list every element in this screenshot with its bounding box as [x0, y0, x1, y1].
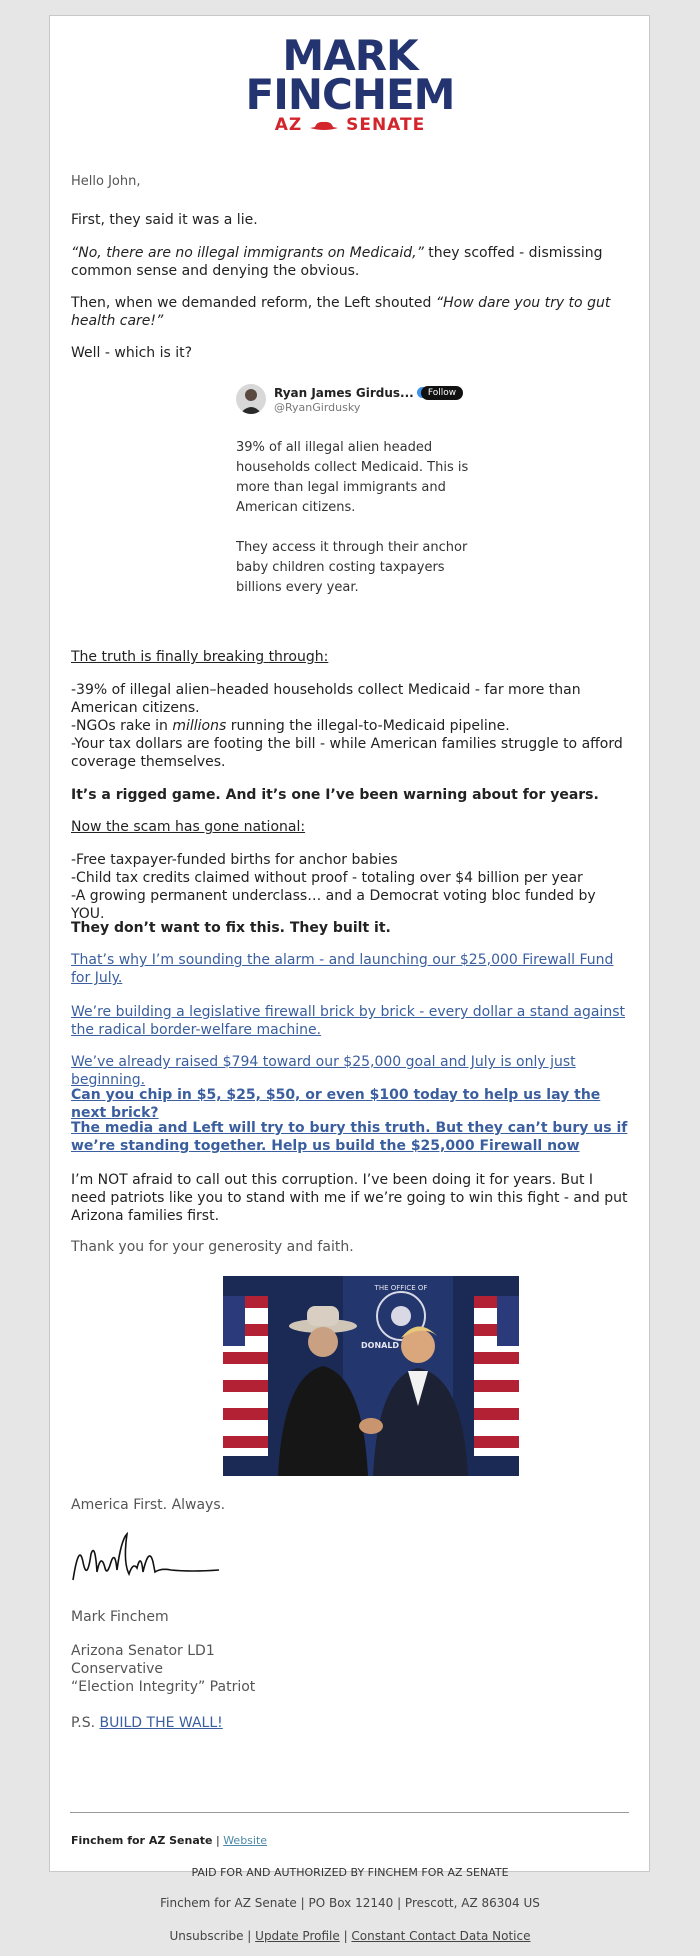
bottom-links	[0, 1929, 700, 1943]
unsubscribe-link[interactable]: Unsubscribe	[169, 1929, 244, 1943]
quote-no-illegal: “No, there are no illegal immigrants on Medicaid,”	[71, 245, 424, 261]
reform-text: Then, when we demanded reform, the Left shouted	[71, 295, 436, 311]
person-icon	[236, 384, 266, 414]
tweet-author-name	[274, 386, 428, 400]
footer-org: Finchem for AZ Senate	[71, 1834, 213, 1847]
signature-image	[71, 1532, 221, 1590]
flag-left	[223, 1296, 268, 1456]
tweet-text	[236, 438, 476, 598]
signer-name: Mark Finchem	[71, 1609, 169, 1625]
america-first: America First. Always.	[71, 1497, 226, 1513]
tweet-handle: @RyanGirdusky	[274, 401, 361, 414]
tweet-text-1: 39% of all illegal alien headed households collect Medicaid. This is more than legal immigrants and American citizens.	[236, 440, 469, 515]
paragraph-medicaid-quote	[71, 244, 631, 280]
tweet-author-text: Ryan James Girdus...	[274, 386, 414, 400]
paragraph-not-afraid: I’m NOT afraid to call out this corruption. I’ve been doing it for years. But I need patriots like you to stand with me if we’re going to win this fight - and put Arizona families first.	[71, 1172, 628, 1224]
raised-amount-link[interactable]: We’ve already raised $794 toward our $25,000 goal and July is only just beginning.	[71, 1054, 576, 1088]
title-senator: Arizona Senator LD1	[71, 1643, 215, 1659]
signer-titles	[71, 1642, 631, 1696]
backdrop-name: DONALD	[361, 1341, 400, 1350]
truth-item-1: -39% of illegal alien–headed households collect Medicaid - far more than American citizens.	[71, 682, 581, 716]
paid-for-disclaimer: PAID FOR AND AUTHORIZED BY FINCHEM FOR AZ SENATE	[191, 1866, 509, 1879]
finchem-logo	[50, 31, 650, 136]
national-list	[71, 851, 631, 923]
bottom-separator-1: |	[243, 1929, 256, 1943]
update-profile-link[interactable]: Update Profile	[255, 1929, 340, 1943]
email-card	[49, 15, 650, 1879]
built-statement: They don’t want to fix this. They built it.	[71, 920, 391, 936]
truth-item-2b: millions	[172, 718, 227, 734]
firewall-fund-link[interactable]: That’s why I’m sounding the alarm - and launching our $25,000 Firewall Fund for July.	[71, 952, 614, 986]
follow-button[interactable]: Follow	[421, 386, 463, 400]
build-the-wall-link[interactable]: BUILD THE WALL!	[99, 1715, 223, 1731]
thanks: Thank you for your generosity and faith.	[71, 1239, 354, 1255]
data-notice-link[interactable]: Constant Contact Data Notice	[351, 1929, 531, 1943]
logo-az: AZ	[274, 115, 303, 135]
rigged-statement: It’s a rigged game. And it’s one I’ve been warning about for years.	[71, 787, 599, 803]
candidate-photo	[223, 1276, 519, 1476]
postscript	[71, 1714, 631, 1732]
tweet-embed	[236, 384, 476, 624]
truth-item-2a: -NGOs rake in	[71, 718, 173, 734]
legislative-firewall-link[interactable]: We’re building a legislative firewall brick by brick - every dollar a stand against the radical border-welfare machine.	[71, 1004, 625, 1038]
cowboy-hat-icon	[309, 120, 339, 130]
chip-in-link[interactable]: Can you chip in $5, $25, $50, or even $100 today to help us lay the next brick?	[71, 1087, 601, 1121]
footer-divider	[70, 1812, 629, 1813]
logo-line-finchem: FINCHEM	[245, 70, 455, 119]
avatar	[236, 384, 266, 414]
logo-line-az-senate	[50, 114, 650, 136]
logo-senate: SENATE	[346, 115, 426, 135]
national-item-1: -Free taxpayer-funded births for anchor babies	[71, 852, 398, 868]
truth-item-2c: running the illegal-to-Medicaid pipeline.	[226, 718, 510, 734]
truth-item-3: -Your tax dollars are footing the bill - while American families struggle to afford coverage themselves.	[71, 736, 623, 770]
paragraph-reform	[71, 294, 631, 330]
bottom-separator-2: |	[339, 1929, 352, 1943]
website-link[interactable]: Website	[223, 1834, 268, 1847]
ps-label: P.S.	[71, 1715, 100, 1731]
national-item-2: -Child tax credits claimed without proof - totaling over $4 billion per year	[71, 870, 583, 886]
greeting: Hello John,	[71, 174, 141, 189]
paragraph-which: Well - which is it?	[71, 345, 193, 361]
build-firewall-link[interactable]: The media and Left will try to bury this truth. But they can’t bury us if we’re standing together. Help us build the $25,000 Firewall now	[71, 1120, 628, 1154]
seal-text: THE OFFICE OF	[374, 1284, 428, 1292]
logo-line-mark: MARK	[282, 31, 418, 80]
title-patriot: “Election Integrity” Patriot	[71, 1679, 256, 1695]
tweet-text-2: They access it through their anchor baby children costing taxpayers billions every year.	[236, 540, 468, 595]
title-conservative: Conservative	[71, 1661, 164, 1677]
reform-quote: “How dare you try to gut health care!”	[71, 295, 611, 329]
truth-list	[71, 681, 631, 771]
national-item-3: -A growing permanent underclass… and a Democrat voting bloc funded by YOU.	[71, 888, 596, 922]
flag-right	[474, 1296, 519, 1456]
photo-illustration	[223, 1276, 519, 1476]
quote-rest: they scoffed - dismissing common sense and denying the obvious.	[71, 245, 603, 279]
paragraph-lie: First, they said it was a lie.	[71, 212, 258, 228]
mailing-address: Finchem for AZ Senate | PO Box 12140 | Prescott, AZ 86304 US	[160, 1896, 540, 1910]
footer-separator: |	[212, 1834, 224, 1847]
truth-heading: The truth is finally breaking through:	[71, 649, 329, 665]
footer-org-line	[71, 1834, 267, 1847]
truth-item-2	[71, 717, 631, 735]
national-heading: Now the scam has gone national:	[71, 819, 306, 835]
